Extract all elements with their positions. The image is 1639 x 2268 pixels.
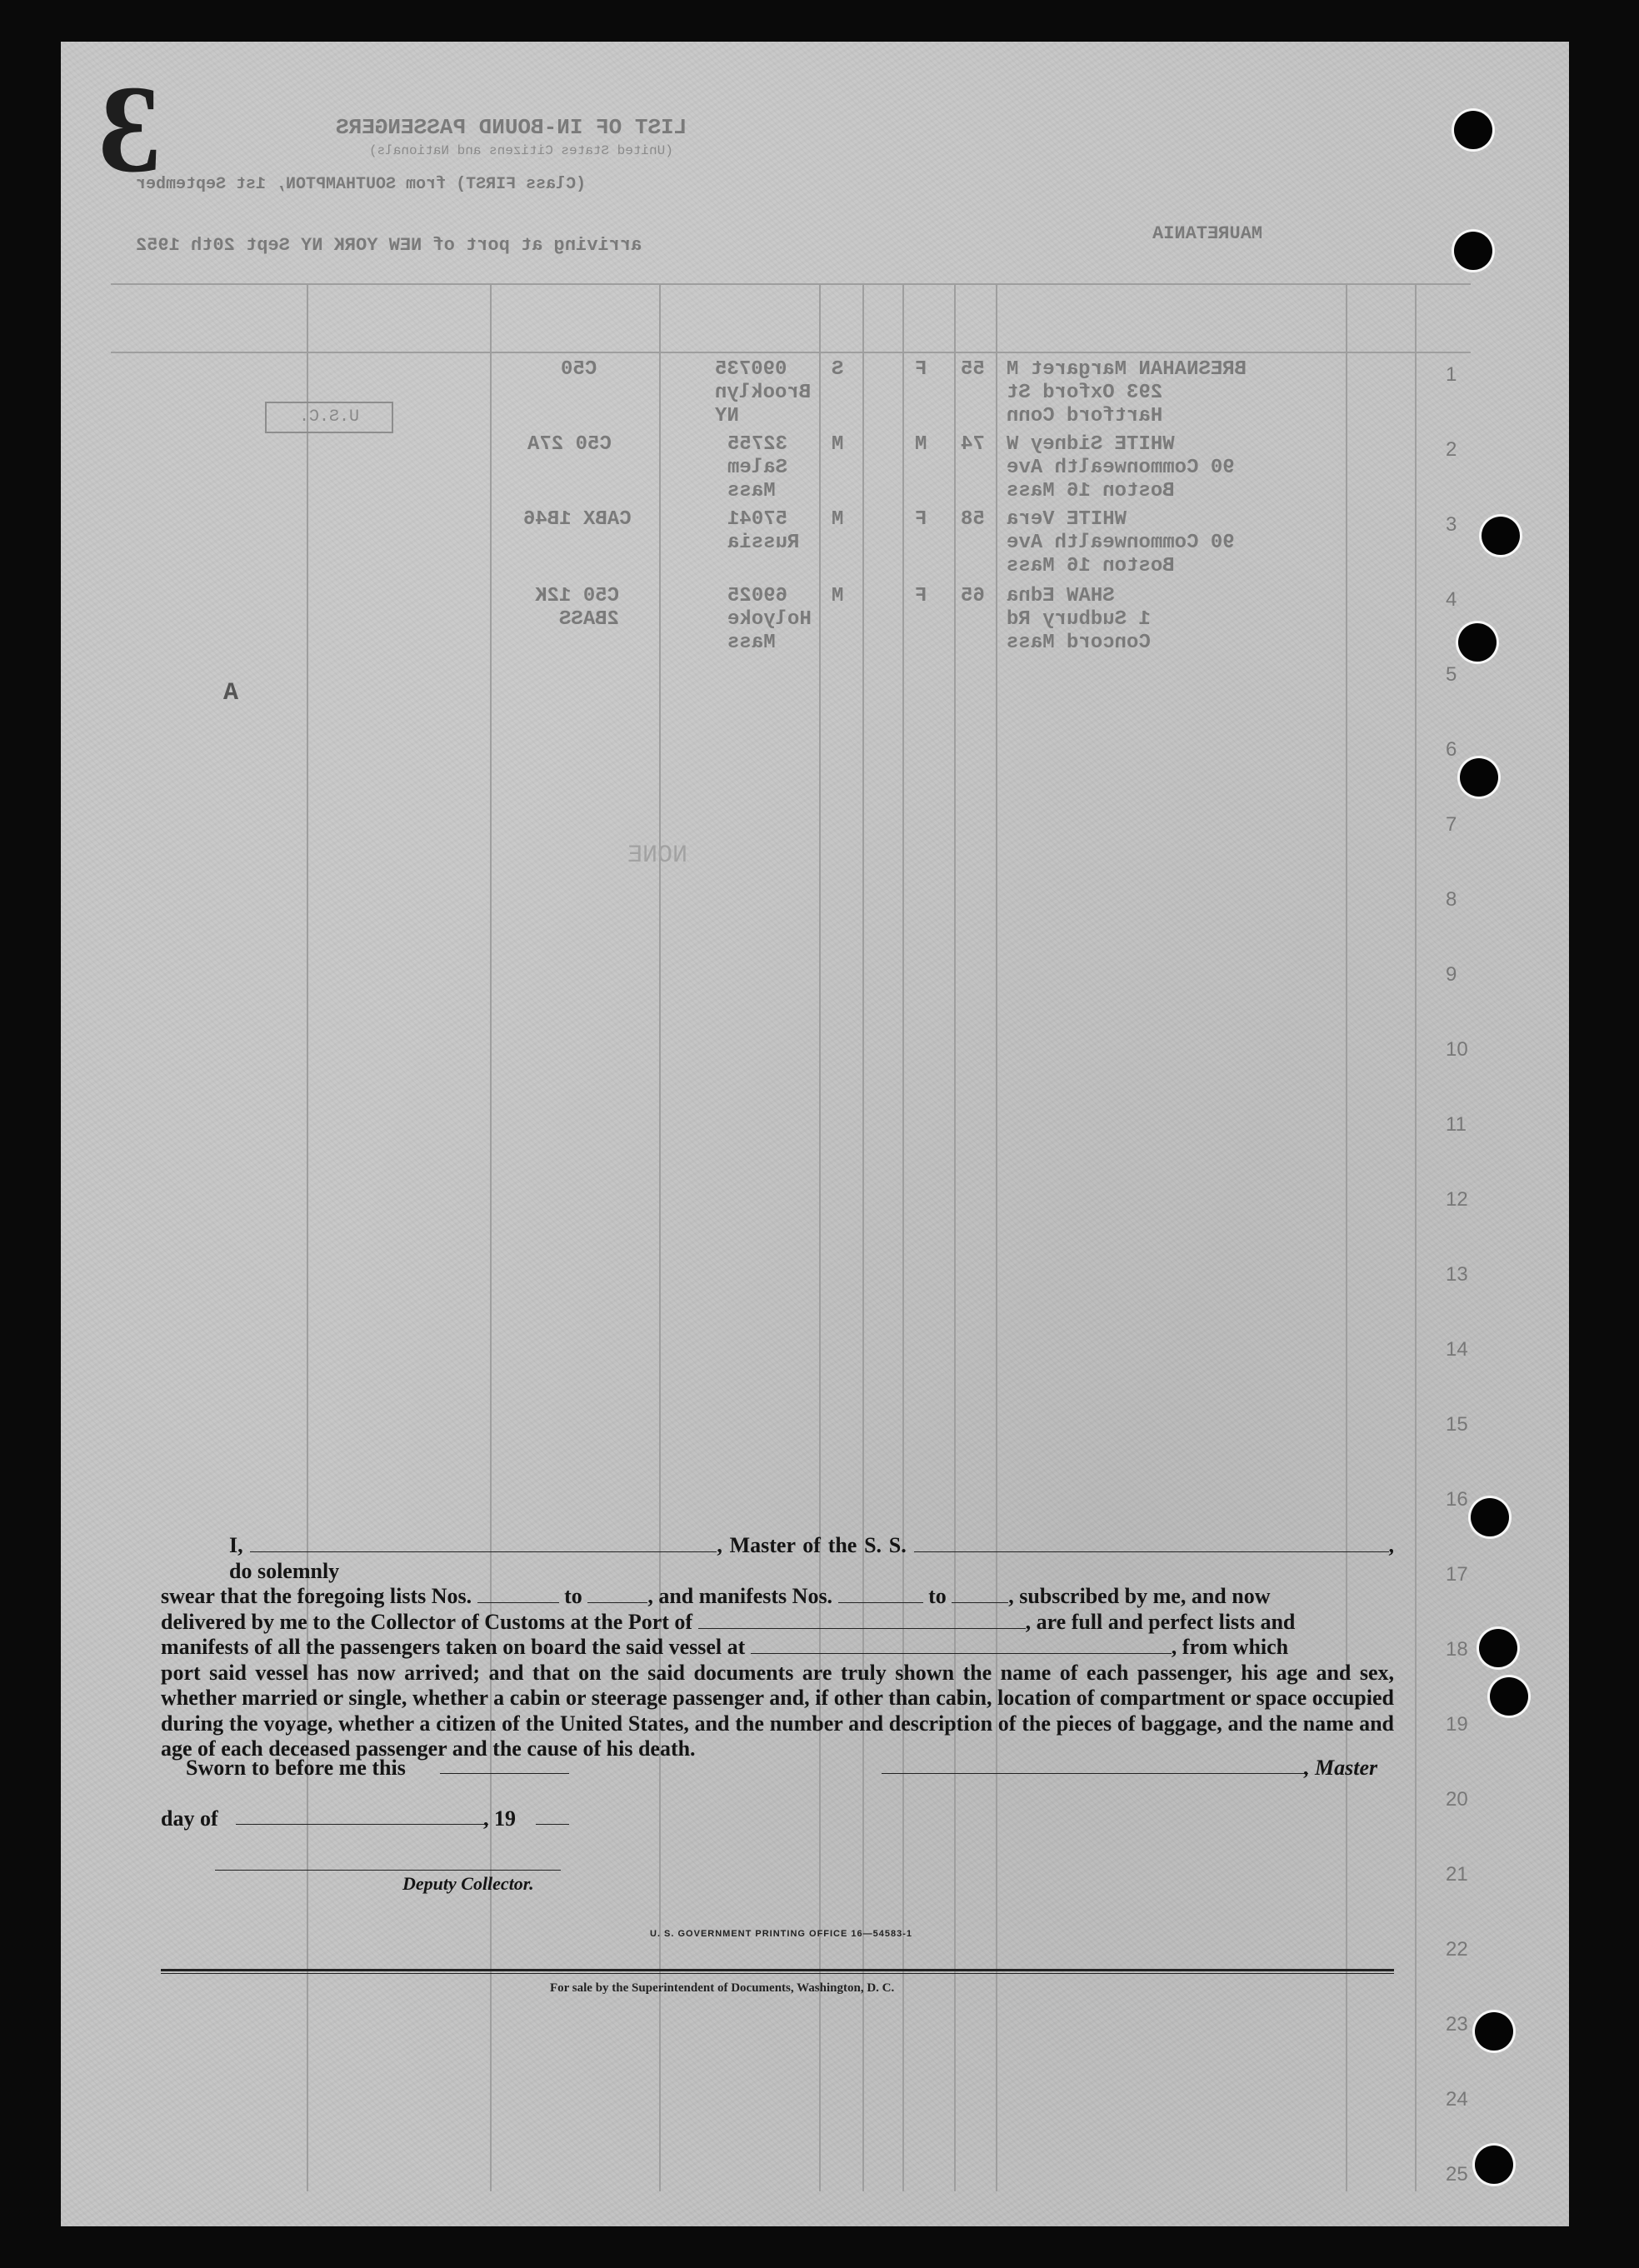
punch-hole	[1479, 1629, 1517, 1667]
passenger-age	[961, 585, 985, 607]
passenger-accommodation	[527, 433, 612, 456]
oath-text: to	[564, 1584, 582, 1608]
margin-row-number: 19	[1446, 1713, 1468, 1736]
passenger-status	[832, 585, 843, 607]
passenger-name	[1007, 585, 1151, 655]
oath-text: , and manifests Nos.	[647, 1584, 833, 1608]
cert-line: NY	[715, 405, 739, 427]
cert-line: Holyoke	[727, 608, 812, 631]
punch-hole	[1475, 2146, 1513, 2184]
address-line: Concord Mass	[1007, 632, 1151, 654]
passenger-accommodation	[561, 358, 597, 381]
sworn-label: Sworn to before me this	[186, 1756, 406, 1780]
accommodation-value: C50 12K 2BASS	[535, 585, 619, 631]
cert-line: 090735	[715, 358, 787, 381]
punch-hole	[1475, 2012, 1513, 2051]
status-value: M	[832, 433, 844, 456]
footer-rule	[161, 1973, 1394, 1974]
oath-text: swear that the foregoing lists Nos.	[161, 1584, 472, 1608]
oath-text: manifests of all the passengers taken on board the said vessel at	[161, 1635, 746, 1659]
address-line: 90 Commonwealth Ave	[1007, 457, 1235, 479]
bleed-ship-line-text: (Class FIRST) from SOUTHAMPTON, 1st September	[136, 175, 587, 194]
passenger-sex	[915, 358, 927, 381]
oath-text: I,	[229, 1533, 243, 1557]
cert-line: Mass	[727, 632, 776, 654]
sex-value: F	[915, 508, 927, 531]
name-line: BRESNAHAN Margaret M	[1007, 358, 1247, 381]
bleed-ship-line	[136, 175, 586, 194]
master-label: , Master	[1304, 1756, 1378, 1780]
address-line: Boston 16 Mass	[1007, 480, 1175, 502]
bleed-vessel	[1152, 223, 1262, 244]
oath-text: , from which	[1171, 1635, 1289, 1659]
punch-hole	[1460, 758, 1498, 797]
accommodation-value: C50	[561, 358, 597, 381]
bleed-subtitle-text: (United States Citizens and Nationals)	[369, 143, 673, 158]
sworn-day-blank[interactable]	[440, 1773, 569, 1774]
stamp-text: U.S.C.	[298, 407, 359, 427]
cert-line: Brooklyn	[715, 382, 812, 404]
bleed-title-text: LIST OF IN-BOUND PASSENGERS	[336, 115, 687, 140]
age-value: 55	[961, 358, 985, 381]
punch-hole	[1482, 517, 1520, 555]
bleed-title	[336, 115, 687, 140]
passenger-name	[1007, 508, 1235, 578]
passenger-name	[1007, 358, 1247, 428]
sex-value: M	[915, 433, 927, 456]
margin-row-number: 9	[1446, 963, 1457, 986]
margin-row-number: 25	[1446, 2163, 1468, 2186]
oath-text: to	[928, 1584, 947, 1608]
citizenship-stamp	[265, 402, 393, 433]
address-line: Boston 16 Mass	[1007, 555, 1175, 577]
footer-rule	[161, 1969, 1394, 1971]
passenger-age	[961, 358, 985, 381]
embarkation-port-blank[interactable]	[751, 1636, 1172, 1654]
passenger-sex	[915, 433, 927, 456]
cert-line: Russia	[727, 532, 800, 554]
list-from-blank[interactable]	[477, 1586, 559, 1603]
vessel-name-blank[interactable]	[914, 1535, 1389, 1552]
age-value: 74	[961, 433, 985, 456]
punch-hole	[1471, 1498, 1509, 1536]
margin-row-number: 21	[1446, 1863, 1468, 1886]
passenger-status	[832, 508, 843, 531]
passenger-status	[832, 358, 843, 381]
table-column-divider	[1346, 283, 1347, 2191]
cert-line: Salem	[727, 457, 788, 479]
margin-row-number: 23	[1446, 2013, 1468, 2036]
margin-row-number: 4	[1446, 588, 1457, 611]
master-signature-blank[interactable]	[882, 1773, 1308, 1774]
name-line: WHITE Sidney W	[1007, 433, 1175, 456]
year-label: , 19	[483, 1806, 516, 1831]
status-value: M	[832, 508, 844, 531]
manifest-from-blank[interactable]	[838, 1586, 923, 1603]
margin-row-number: 11	[1446, 1113, 1467, 1136]
passenger-age	[961, 433, 985, 456]
passenger-cert	[727, 508, 799, 555]
table-top-border	[111, 283, 1471, 285]
master-oath	[161, 1533, 1394, 1762]
passenger-cert	[727, 433, 787, 503]
passenger-sex	[915, 508, 927, 531]
margin-row-number: 13	[1446, 1263, 1468, 1286]
address-line: 1 Sudbury Rd	[1007, 608, 1151, 631]
margin-row-number: 17	[1446, 1563, 1468, 1586]
passenger-name	[1007, 433, 1235, 503]
oath-line	[161, 1610, 1394, 1636]
status-value: M	[832, 585, 844, 607]
oath-body: port said vessel has now arrived; and that on the said documents are truly shown the name of each passenger, his age and sex, whether married or single, whether a cabin or steerage passenger and, if other than cabin, location of compartment or space occupied during the voyage, whether a citizen of the United States, and the number and description of the pieces of baggage, and the name and age of each deceased passenger and the cause of his death.	[161, 1660, 1394, 1761]
margin-row-number: 1	[1446, 363, 1457, 386]
margin-row-number: 22	[1446, 1938, 1468, 1961]
faint-stamp-text: NONE	[627, 842, 688, 870]
accommodation-value: CABX 1B46	[523, 508, 632, 531]
age-value: 58	[961, 508, 985, 531]
bleed-vessel-text: MAURETANIA	[1152, 223, 1263, 244]
oath-text: , are full and perfect lists and	[1025, 1609, 1296, 1634]
printing-office-line: U. S. GOVERNMENT PRINTING OFFICE 16—54583-1	[650, 1929, 913, 1939]
punch-hole	[1490, 1677, 1528, 1716]
deputy-collector-label: Deputy Collector.	[402, 1873, 534, 1894]
cert-line: 32755	[727, 433, 788, 456]
margin-row-number: 10	[1446, 1038, 1468, 1061]
month-blank[interactable]	[236, 1824, 488, 1825]
margin-row-number: 12	[1446, 1188, 1468, 1211]
passenger-cert	[715, 358, 811, 428]
stray-mark-a: A	[223, 679, 239, 707]
address-line: 90 Commonwealth Ave	[1007, 532, 1235, 554]
page-number	[98, 60, 161, 198]
sex-value: F	[915, 358, 927, 381]
table-column-divider	[659, 283, 661, 2191]
table-column-divider	[490, 283, 492, 2191]
name-line: SHAW Edna	[1007, 585, 1115, 607]
table-header-border	[111, 352, 1471, 353]
sale-notice: For sale by the Superintendent of Documents, Washington, D. C.	[550, 1981, 895, 1995]
master-name-blank[interactable]	[250, 1535, 717, 1552]
margin-row-number: 5	[1446, 663, 1457, 686]
passenger-age	[961, 508, 985, 531]
oath-text: , do solemnly	[229, 1533, 1395, 1583]
manifest-sheet	[61, 42, 1569, 2226]
faint-stamp	[627, 842, 687, 870]
status-value: S	[832, 358, 844, 381]
bleed-subtitle	[369, 143, 673, 158]
age-value: 65	[961, 585, 985, 607]
oath-line	[161, 1635, 1394, 1661]
margin-row-number: 16	[1446, 1488, 1468, 1511]
table-column-divider	[996, 283, 997, 2191]
margin-row-number: 6	[1446, 738, 1457, 761]
passenger-accommodation	[527, 585, 619, 632]
margin-row-number: 14	[1446, 1338, 1468, 1361]
oath-line	[161, 1533, 1394, 1584]
oath-line	[161, 1584, 1394, 1610]
punch-hole	[1454, 232, 1492, 270]
oath-text: , Master of the S. S.	[717, 1533, 907, 1557]
margin-row-number: 2	[1446, 438, 1457, 461]
cert-line: 69025	[727, 585, 788, 607]
passenger-sex	[915, 585, 927, 607]
accommodation-value: C50 27A	[527, 433, 612, 456]
table-column-divider	[902, 283, 904, 2191]
oath-text: , subscribed by me, and now	[1008, 1584, 1271, 1608]
passenger-status	[832, 433, 843, 456]
margin-row-number: 24	[1446, 2088, 1468, 2111]
margin-row-number: 20	[1446, 1788, 1468, 1811]
table-column-divider	[307, 283, 308, 2191]
oath-text: delivered by me to the Collector of Customs at the Port of	[161, 1609, 693, 1634]
page-number-glyph: 3	[98, 60, 161, 198]
table-column-divider	[819, 283, 821, 2191]
day-of-label: day of	[161, 1806, 218, 1831]
margin-row-number: 15	[1446, 1413, 1468, 1436]
cert-line: Mass	[727, 480, 776, 502]
cert-line: 57041	[727, 508, 788, 531]
punch-hole	[1458, 623, 1497, 662]
deputy-signature-blank[interactable]	[215, 1870, 561, 1871]
margin-row-number: 8	[1446, 888, 1457, 911]
punch-hole	[1454, 111, 1492, 149]
margin-row-number: 7	[1446, 813, 1457, 836]
table-column-divider	[862, 283, 864, 2191]
address-line: Hartford Conn	[1007, 405, 1163, 427]
address-line: 293 Oxford St	[1007, 382, 1163, 404]
margin-row-number: 3	[1446, 513, 1457, 536]
bleed-arrival-line-text: arriving at port of NEW YORK NY Sept 20th 1952	[136, 235, 642, 256]
table-column-divider	[954, 283, 956, 2191]
manifest-to-blank[interactable]	[952, 1586, 1008, 1603]
table-column-divider	[1415, 283, 1417, 2191]
year-blank[interactable]	[536, 1824, 569, 1825]
sex-value: F	[915, 585, 927, 607]
passenger-accommodation	[523, 508, 632, 531]
passenger-cert	[727, 585, 812, 655]
margin-row-number: 18	[1446, 1638, 1468, 1661]
port-blank[interactable]	[698, 1611, 1026, 1629]
list-to-blank[interactable]	[587, 1586, 647, 1603]
name-line: WHITE Vera	[1007, 508, 1127, 531]
bleed-arrival-line	[136, 235, 642, 256]
